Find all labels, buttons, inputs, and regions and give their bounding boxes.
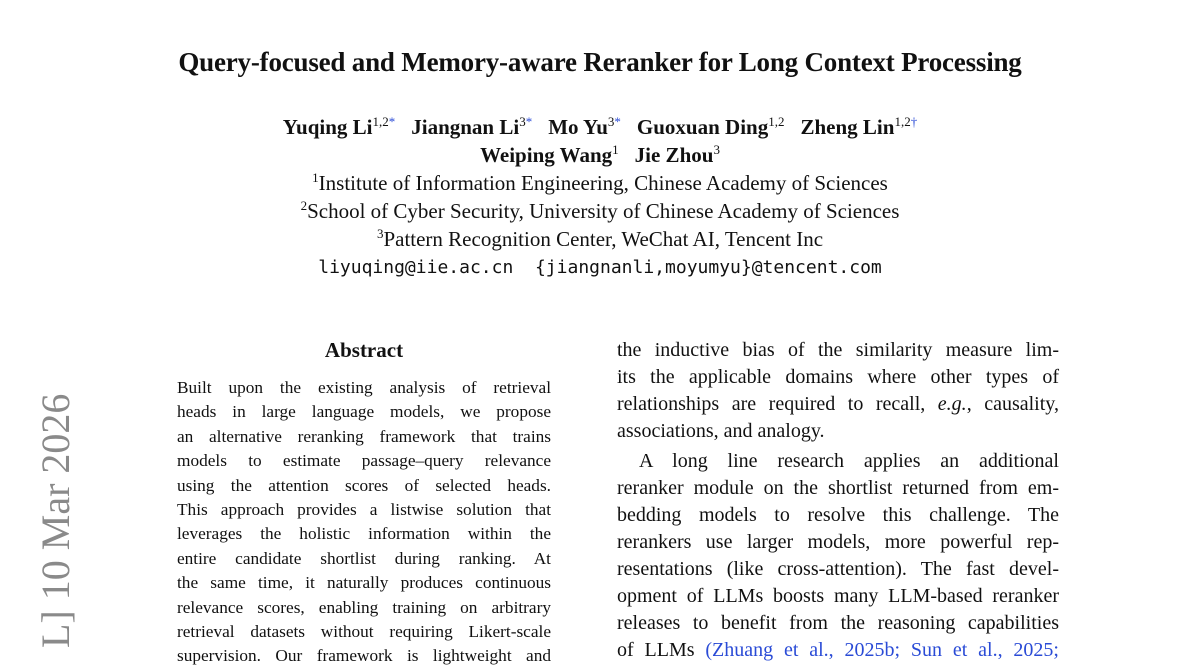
abstract-line: using the attention scores of selected heads. [177, 475, 551, 495]
abstract-line: an alternative reranking framework that trains [177, 426, 551, 446]
author-name: Jie Zhou$^3$ [634, 142, 720, 167]
author-name: Mo $Yu^{3*}$ [548, 114, 621, 139]
author-name: Yuqing $Li^{1,2*}$ [282, 114, 396, 139]
abstract-line: models to estimate passage–query relevance [177, 451, 551, 471]
abstract-line: retrieval datasets without requiring Likert-scale [177, 622, 551, 641]
body-line: resentations (like cross-attention). The fast devel- [617, 558, 1059, 580]
abstract-line: Built upon the existing analysis of retrieval [177, 378, 551, 397]
author-name: Jiangnan $Li^{3*}$ [411, 114, 533, 139]
author-list [0, 115, 1200, 140]
abstract-line: the same time, it naturally produces continuous [177, 573, 551, 593]
body-line: bedding models to resolve this challenge. The [617, 504, 1059, 526]
body-line: releases to benefit from the reasoning capabilities [617, 612, 1059, 634]
abstract-line: leverages the holistic information within the [177, 524, 551, 544]
author-name: Guoxuan Ding$^{1,2}$ [636, 114, 785, 139]
body-line: opment of LLMs boosts many LLM-based reranker [617, 585, 1059, 607]
abstract-heading: Abstract [324, 338, 404, 362]
body-line: rerankers use larger models, more powerful rep- [617, 531, 1059, 553]
author-list-continued [0, 143, 1200, 168]
body-line: reranker module on the shortlist returned from em- [617, 477, 1059, 499]
body-line: its the applicable domains where other types of [617, 366, 1059, 388]
affiliation-3: $^3$Pattern Recognition Center, WeChat AI, Tencent Inc [376, 226, 824, 251]
abstract-line: entire candidate shortlist during ranking. At [177, 548, 551, 568]
affiliation-1: $^1$Institute of Information Engineering, Chinese Academy of Sciences [312, 170, 888, 195]
body-line: relationships are required to recall, e.g., causality, [617, 393, 1059, 415]
body-line: the inductive bias of the similarity measure lim- [617, 339, 1059, 361]
abstract-line: relevance scores, enabling training on arbitrary [177, 597, 551, 617]
abstract-line: This approach provides a listwise solution that [177, 500, 551, 519]
author-name: Weiping Wang$^1$ [480, 142, 619, 167]
body-line: associations, and analogy. [617, 420, 825, 442]
body-line: of LLMs (Zhuang et al., 2025b; Sun et al., 2025; [617, 639, 1059, 661]
abstract-line: heads in large language models, we propose [177, 402, 551, 422]
author-name: Zheng Lin$^{1,2\dagger}$ [800, 114, 918, 139]
citation-link[interactable]: (Zhuang et al., 2025b; Sun et al., 2025; [705, 639, 1059, 661]
author-emails[interactable]: liyuqing@iie.ac.cn {jiangnanli,moyumyu}@tencent.com [318, 257, 882, 278]
emphasis: e.g. [937, 393, 967, 415]
arxiv-stamp: L] 10 Mar 2026 [33, 393, 78, 648]
body-line: A long line research applies an additional [639, 450, 1059, 472]
paper-title: Query-focused and Memory-aware Reranker for Long Context Processing [178, 47, 1022, 77]
abstract-line: supervision. Our framework is lightweight and [177, 646, 551, 666]
affiliation-2: $^2$School of Cyber Security, University of Chinese Academy of Sciences [300, 198, 900, 223]
